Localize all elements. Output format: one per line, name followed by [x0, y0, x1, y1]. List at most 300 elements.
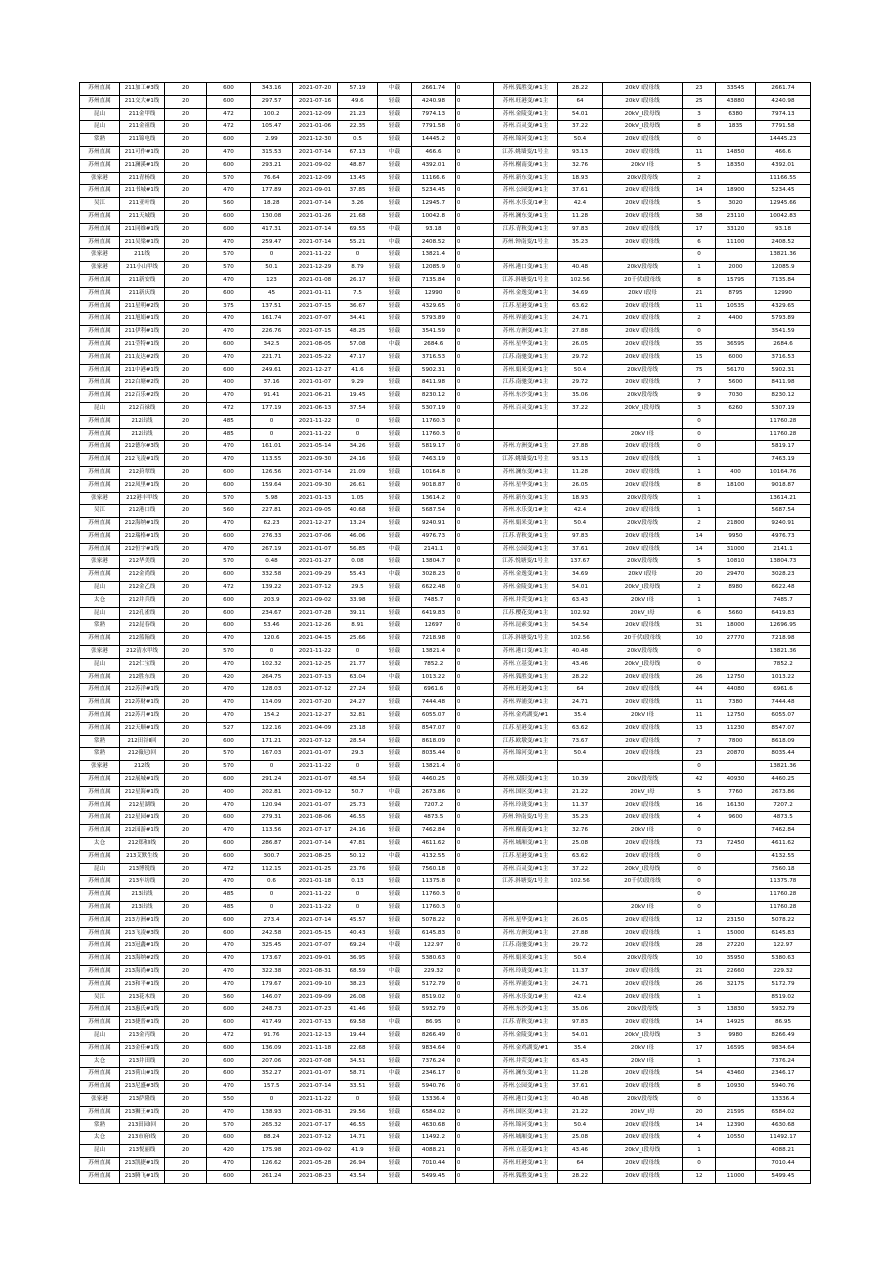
table-cell: 29470	[716, 569, 756, 582]
table-cell: 苏州.港口变/#1主	[494, 1093, 558, 1106]
table-cell	[558, 902, 603, 915]
table-cell: 20kV Ⅰ段母线	[603, 1017, 683, 1030]
table-cell: 轻载	[378, 825, 412, 838]
table-cell: 470	[207, 351, 251, 364]
table-cell: 212星湖线	[120, 799, 165, 812]
table-cell	[716, 1093, 756, 1106]
table-cell: 0	[456, 428, 494, 441]
table-row	[80, 812, 811, 825]
table-cell: 122.16	[251, 722, 293, 735]
table-cell: 8035.44	[412, 748, 456, 761]
table-cell: 600	[207, 594, 251, 607]
table-cell: 0	[683, 658, 716, 671]
table-cell: 0	[251, 646, 293, 659]
table-cell: 11375.78	[756, 876, 811, 889]
table-cell: 2021-07-14	[293, 1081, 338, 1094]
table-cell: 20kV_Ⅰ段母线	[603, 863, 683, 876]
table-cell: 600	[207, 927, 251, 940]
table-cell: 86.95	[756, 1017, 811, 1030]
table-cell: 211澜溪#1线	[120, 159, 165, 172]
table-cell: 11760.28	[756, 902, 811, 915]
table-cell: 苏州直属	[80, 415, 120, 428]
table-cell: 286.87	[251, 838, 293, 851]
table-cell: 轻载	[378, 351, 412, 364]
table-cell	[716, 428, 756, 441]
table-cell: 7852.2	[756, 658, 811, 671]
table-cell: 20kV Ⅰ段母线	[603, 134, 683, 147]
table-cell: 轻载	[378, 556, 412, 569]
table-cell: 600	[207, 620, 251, 633]
table-cell: 273.4	[251, 914, 293, 927]
table-cell: 46.55	[338, 1119, 378, 1132]
table-cell: 213海纳#2线	[120, 953, 165, 966]
table-cell: 25	[683, 95, 716, 108]
table-cell: 苏州.娟米变/#1主	[494, 364, 558, 377]
table-cell: 202.81	[251, 786, 293, 799]
table-cell: 张家港	[80, 492, 120, 505]
table-cell: 20	[165, 249, 207, 262]
table-cell: 20kV Ⅰ段母线	[603, 620, 683, 633]
table-row	[80, 927, 811, 940]
table-cell: 苏州.澜东变/#1主	[494, 1068, 558, 1081]
table-cell: 212苏洋#1线	[120, 684, 165, 697]
table-cell: 44080	[716, 684, 756, 697]
table-cell: 50.7	[338, 786, 378, 799]
table-cell: 8.79	[338, 262, 378, 275]
table-cell: 2021-09-10	[293, 978, 338, 991]
table-cell: 20	[165, 287, 207, 300]
table-cell: 苏州.水乐变/1#主	[494, 505, 558, 518]
table-cell: 63.62	[558, 722, 603, 735]
table-cell: 2021-09-12	[293, 786, 338, 799]
table-cell: 江苏.悦塘变/1号主	[494, 556, 558, 569]
table-cell: 20	[165, 1119, 207, 1132]
table-cell: 2021-08-31	[293, 1106, 338, 1119]
table-cell: 0.13	[338, 876, 378, 889]
table-cell: 2021-11-22	[293, 761, 338, 774]
table-cell: 42	[683, 774, 716, 787]
table-cell: 4329.65	[412, 300, 456, 313]
table-cell: 5	[683, 556, 716, 569]
table-cell: 470	[207, 1081, 251, 1094]
table-cell: 342.5	[251, 338, 293, 351]
table-cell: 20kV Ⅰ段母	[603, 569, 683, 582]
table-cell: 102.32	[251, 658, 293, 671]
table-cell: 43880	[716, 95, 756, 108]
table-cell: 11	[683, 697, 716, 710]
table-cell: 37.61	[558, 543, 603, 556]
table-cell: 9240.91	[412, 518, 456, 531]
table-cell: 470	[207, 825, 251, 838]
table-cell: 10	[683, 633, 716, 646]
table-cell: 4630.68	[756, 1119, 811, 1132]
table-cell: 34.41	[338, 313, 378, 326]
table-cell: 34.51	[338, 1055, 378, 1068]
table-cell: 江苏.樱花变/#1主	[494, 607, 558, 620]
table-cell: 2021-12-25	[293, 658, 338, 671]
table-cell: 轻载	[378, 262, 412, 275]
table-cell: 570	[207, 556, 251, 569]
table-cell	[716, 658, 756, 671]
table-cell: 105.47	[251, 121, 293, 134]
table-cell: 20	[165, 965, 207, 978]
table-cell: 苏州直属	[80, 338, 120, 351]
table-cell: 36.67	[338, 300, 378, 313]
table-cell: 2021-12-26	[293, 620, 338, 633]
table-cell: 5819.17	[756, 441, 811, 454]
table-cell: 苏州直属	[80, 671, 120, 684]
table-cell: 11166.6	[412, 172, 456, 185]
table-cell: 29.5	[338, 582, 378, 595]
table-cell: 中载	[378, 671, 412, 684]
table-cell: 中载	[378, 543, 412, 556]
table-cell: 8230.12	[412, 390, 456, 403]
table-cell: 126.56	[251, 466, 293, 479]
table-cell: 6419.83	[412, 607, 456, 620]
table-cell: 26	[683, 671, 716, 684]
table-cell: 2021-08-05	[293, 338, 338, 351]
table-cell: 苏州.金逸变/#1主	[494, 287, 558, 300]
table-cell: 20	[165, 428, 207, 441]
table-cell: 0	[456, 722, 494, 735]
table-cell: 267.19	[251, 543, 293, 556]
table-cell: 苏州.金鸡湖变/#1	[494, 710, 558, 723]
table-cell: 13821.36	[756, 646, 811, 659]
table-cell: 0	[338, 249, 378, 262]
table-cell: 213博锐线	[120, 863, 165, 876]
table-cell: 20kV_Ⅰ段母线	[603, 108, 683, 121]
table-cell: 4	[683, 812, 716, 825]
table-cell: 0	[456, 1029, 494, 1042]
table-cell: 20	[683, 569, 716, 582]
table-cell: 212仁宝线	[120, 658, 165, 671]
table-cell: 苏州直属	[80, 441, 120, 454]
table-cell: 472	[207, 121, 251, 134]
table-cell	[716, 991, 756, 1004]
table-cell: 21.22	[558, 786, 603, 799]
table-cell: 212井兵线	[120, 594, 165, 607]
table-cell: 29.72	[558, 351, 603, 364]
table-cell: 177.89	[251, 185, 293, 198]
table-cell: 轻载	[378, 274, 412, 287]
table-cell: 35.23	[558, 812, 603, 825]
table-cell: 7376.24	[756, 1055, 811, 1068]
table-row	[80, 1119, 811, 1132]
table-cell: 0	[456, 786, 494, 799]
table-cell: 37.85	[338, 185, 378, 198]
table-cell: 苏州直属	[80, 83, 120, 96]
table-cell: 470	[207, 633, 251, 646]
table-row	[80, 454, 811, 467]
table-cell	[494, 415, 558, 428]
table-cell: 67.13	[338, 146, 378, 159]
table-cell: 3541.59	[756, 326, 811, 339]
table-cell: 2021-01-07	[293, 543, 338, 556]
table-cell: 苏州.井荧变/#1主	[494, 594, 558, 607]
table-cell: 苏州直属	[80, 146, 120, 159]
table-cell: 苏州.金陵变/#1主	[494, 108, 558, 121]
table-cell: 32175	[716, 978, 756, 991]
table-cell: 2021-08-25	[293, 850, 338, 863]
table-row	[80, 236, 811, 249]
table-cell: 中载	[378, 786, 412, 799]
table-cell: 12696.95	[756, 620, 811, 633]
table-cell: 0	[456, 876, 494, 889]
table-row	[80, 748, 811, 761]
table-cell: 20kV段母线	[603, 953, 683, 966]
table-cell: 20	[165, 377, 207, 390]
table-cell: 2021-09-02	[293, 1145, 338, 1158]
table-cell: 苏州.城厢变/#1主	[494, 838, 558, 851]
table-cell: 轻载	[378, 812, 412, 825]
table-cell: 20	[165, 530, 207, 543]
table-cell: 212星园#1线	[120, 812, 165, 825]
table-cell: 213冠鑫#1线	[120, 940, 165, 953]
table-cell: 23.18	[338, 722, 378, 735]
table-cell: 0	[456, 543, 494, 556]
table-cell: 42.4	[558, 198, 603, 211]
table-cell: 20kV_Ⅰ段母线	[603, 402, 683, 415]
table-cell: 江苏.南驰变/#1主	[494, 377, 558, 390]
table-row	[80, 530, 811, 543]
table-cell: 161.01	[251, 441, 293, 454]
table-cell: 2021-12-09	[293, 172, 338, 185]
table-cell: 26.05	[558, 338, 603, 351]
table-cell: 20	[165, 684, 207, 697]
table-cell: 11760.28	[756, 415, 811, 428]
table-cell: 128.03	[251, 684, 293, 697]
table-cell: 3020	[716, 198, 756, 211]
table-cell: 485	[207, 889, 251, 902]
table-cell: 0	[683, 889, 716, 902]
table-cell: 20kV段母线	[603, 172, 683, 185]
table-cell: 20kV Ⅰ段母线	[603, 441, 683, 454]
table-cell	[558, 761, 603, 774]
table-cell: 13.24	[338, 518, 378, 531]
table-cell: 轻载	[378, 300, 412, 313]
table-cell: 轻载	[378, 735, 412, 748]
table-cell: 20kV Ⅰ段母线	[603, 735, 683, 748]
table-cell: 0	[456, 1093, 494, 1106]
table-cell: 54.01	[558, 108, 603, 121]
table-cell: 苏州直属	[80, 351, 120, 364]
table-cell: 苏州.狐胜变/#1主	[494, 1170, 558, 1183]
table-cell	[558, 428, 603, 441]
table-cell: 20kV Ⅰ段母线	[603, 326, 683, 339]
table-cell: 91.76	[251, 1029, 293, 1042]
table-cell: 159.64	[251, 479, 293, 492]
table-cell: 26.94	[338, 1157, 378, 1170]
table-cell: 6145.83	[756, 927, 811, 940]
table-row	[80, 1017, 811, 1030]
table-cell: 76.64	[251, 172, 293, 185]
table-cell: 20kV Ⅰ段母线	[603, 466, 683, 479]
table-cell: 10	[683, 953, 716, 966]
table-cell: 轻载	[378, 863, 412, 876]
table-cell: 0	[456, 594, 494, 607]
table-cell: 35.06	[558, 1004, 603, 1017]
table-cell	[716, 454, 756, 467]
table-row	[80, 274, 811, 287]
table-cell: 600	[207, 134, 251, 147]
table-cell: 0	[456, 978, 494, 991]
table-cell: 苏州.水乐变/1#主	[494, 198, 558, 211]
table-cell: 242.58	[251, 927, 293, 940]
table-cell: 20kV段母线	[603, 262, 683, 275]
table-cell: 300.7	[251, 850, 293, 863]
table-cell	[716, 1145, 756, 1158]
table-cell: 20kV Ⅰ段母线	[603, 1119, 683, 1132]
table-cell	[716, 134, 756, 147]
table-cell: 470	[207, 543, 251, 556]
table-cell: 0	[456, 902, 494, 915]
table-cell: 16	[683, 799, 716, 812]
table-cell: 14	[683, 530, 716, 543]
table-cell: 33120	[716, 223, 756, 236]
table-row	[80, 1093, 811, 1106]
table-cell: 213出线	[120, 889, 165, 902]
table-cell: 20	[165, 1106, 207, 1119]
table-cell: 轻载	[378, 953, 412, 966]
table-cell: 23150	[716, 914, 756, 927]
table-cell: 13614.21	[756, 492, 811, 505]
table-cell: 11760.3	[412, 415, 456, 428]
table-cell: 29.56	[338, 1106, 378, 1119]
table-cell: 轻载	[378, 722, 412, 735]
table-cell: 2021-01-07	[293, 799, 338, 812]
table-cell: 4460.25	[756, 774, 811, 787]
table-cell: 20kV段母线	[603, 518, 683, 531]
table-cell: 苏州.星华变/#1主	[494, 914, 558, 927]
table-cell: 2141.1	[756, 543, 811, 556]
table-row	[80, 249, 811, 262]
table-cell: 171.21	[251, 735, 293, 748]
table-cell: 43460	[716, 1068, 756, 1081]
table-cell: 苏州.国区变/#1主	[494, 1106, 558, 1119]
table-cell: 20kV_Ⅰ段母线	[603, 582, 683, 595]
table-cell: 0	[456, 377, 494, 390]
table-cell: 0	[338, 646, 378, 659]
table-cell: 211锦电线	[120, 134, 165, 147]
table-cell: 轻载	[378, 1132, 412, 1145]
table-cell: 昆山	[80, 402, 120, 415]
table-cell: 20	[165, 722, 207, 735]
table-cell: 600	[207, 210, 251, 223]
table-cell: 苏州.金陵变/#1主	[494, 1029, 558, 1042]
table-cell	[716, 850, 756, 863]
table-cell: 苏州.公园变/#1主	[494, 543, 558, 556]
table-cell: 2021-07-12	[293, 1132, 338, 1145]
table-cell: 0	[456, 441, 494, 454]
table-cell: 20kV Ⅰ段母线	[603, 850, 683, 863]
table-cell: 苏州.昆索变/#1主	[494, 620, 558, 633]
table-cell: 2673.86	[412, 786, 456, 799]
table-cell: 轻载	[378, 210, 412, 223]
table-cell: 213市府Ⅰ线	[120, 1132, 165, 1145]
table-cell: 20kV段母线	[603, 556, 683, 569]
table-cell: 0.08	[338, 556, 378, 569]
table-cell: 20	[165, 889, 207, 902]
table-cell: 6055.07	[756, 710, 811, 723]
table-cell: 600	[207, 812, 251, 825]
table-cell: 20	[165, 607, 207, 620]
table-cell: 8411.98	[756, 377, 811, 390]
table-cell: 苏州.旺港变/#1主	[494, 95, 558, 108]
table-row	[80, 262, 811, 275]
table-cell: 0	[683, 863, 716, 876]
table-cell: 212恒宇#1线	[120, 543, 165, 556]
table-cell: 0	[456, 671, 494, 684]
table-cell: 20kV Ⅰ段母线	[603, 914, 683, 927]
table-cell: 轻载	[378, 991, 412, 1004]
table-row	[80, 172, 811, 185]
table-cell: 3028.23	[756, 569, 811, 582]
table-cell: 1	[683, 454, 716, 467]
table-cell: 100.2	[251, 108, 293, 121]
table-cell	[716, 594, 756, 607]
table-cell	[716, 249, 756, 262]
table-cell: 2021-01-08	[293, 274, 338, 287]
table-cell: 9240.91	[756, 518, 811, 531]
table-cell: 2021-09-30	[293, 479, 338, 492]
table-cell: 20	[165, 326, 207, 339]
table-cell: 325.45	[251, 940, 293, 953]
table-cell: 11760.3	[412, 428, 456, 441]
table-cell: 20	[165, 364, 207, 377]
table-cell: 20kV Ⅰ段母线	[603, 965, 683, 978]
table-row	[80, 313, 811, 326]
table-cell: 14	[683, 1017, 716, 1030]
table-cell: 江苏.星港变/#1主	[494, 300, 558, 313]
table-cell: 35.4	[558, 710, 603, 723]
table-cell: 5307.19	[412, 402, 456, 415]
table-cell: 4976.73	[412, 530, 456, 543]
table-cell: 轻载	[378, 402, 412, 415]
table-cell: 211亚叶线	[120, 198, 165, 211]
table-cell: 122.97	[412, 940, 456, 953]
table-cell: 2	[683, 582, 716, 595]
table-cell: 0	[456, 774, 494, 787]
table-cell: 7485.7	[412, 594, 456, 607]
table-cell: 20千伏Ⅰ段母线	[603, 274, 683, 287]
table-cell: 11492.17	[756, 1132, 811, 1145]
table-row	[80, 722, 811, 735]
table-cell: 0	[338, 415, 378, 428]
table-cell: 113.56	[251, 825, 293, 838]
table-cell: 120.94	[251, 799, 293, 812]
table-cell: 轻载	[378, 889, 412, 902]
table-cell: 20	[165, 863, 207, 876]
table-cell: 0	[456, 454, 494, 467]
table-cell: 7.5	[338, 287, 378, 300]
table-cell: 20	[165, 1029, 207, 1042]
table-row	[80, 121, 811, 134]
table-row	[80, 364, 811, 377]
table-cell: 0	[251, 889, 293, 902]
table-cell: 21.22	[558, 1106, 603, 1119]
table-cell: 470	[207, 1157, 251, 1170]
table-cell: 212胜东线	[120, 671, 165, 684]
table-cell: 5078.22	[756, 914, 811, 927]
table-cell: 苏州.双阳变/#1主	[494, 774, 558, 787]
table-cell: 7376.24	[412, 1055, 456, 1068]
table-cell: 20	[165, 799, 207, 812]
table-cell: 10042.8	[412, 210, 456, 223]
table-cell: 470	[207, 658, 251, 671]
table-cell: 轻载	[378, 364, 412, 377]
table-cell: 5793.89	[756, 313, 811, 326]
table-cell: 7463.19	[756, 454, 811, 467]
